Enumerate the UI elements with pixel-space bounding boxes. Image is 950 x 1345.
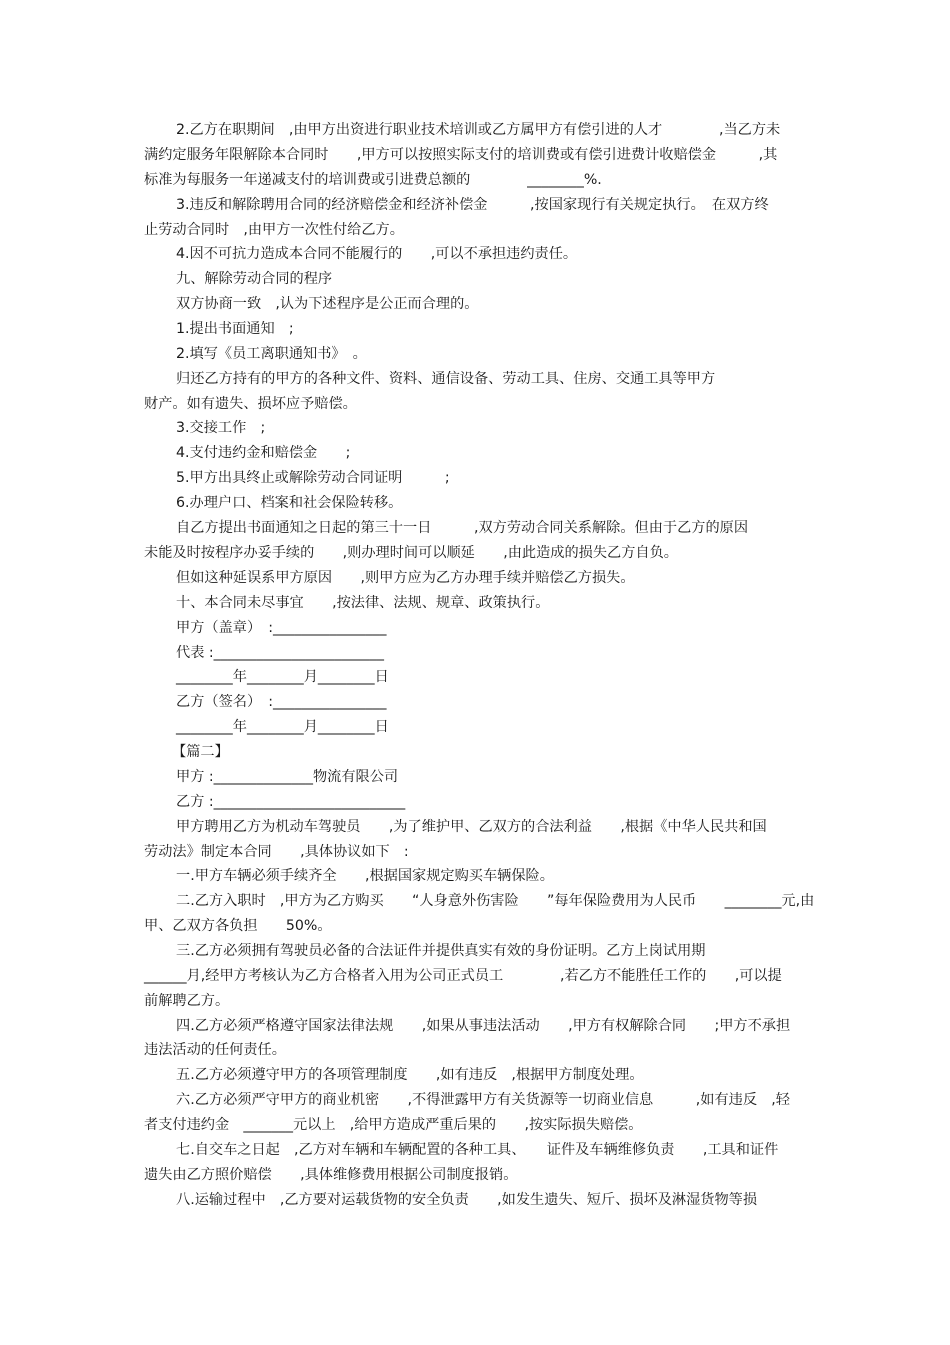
signature-line: 代表 :________________________ bbox=[176, 645, 384, 661]
text-line: 双方协商一致 ,认为下述程序是公正而合理的。 bbox=[176, 296, 479, 312]
text-line: 七.自交车之日起 ,乙方对车辆和车辆配置的各种工具、 证件及车辆维修负责 ,工具和证件 bbox=[176, 1142, 779, 1158]
text-line: 6.办理户口、档案和社会保险转移。 bbox=[176, 495, 403, 511]
section-heading: 十、本合同未尽事宜 ,按法律、法规、规章、政策执行。 bbox=[176, 595, 550, 611]
text-line: 1.提出书面通知 ; bbox=[176, 321, 294, 337]
text-line: 4.因不可抗力造成本合同不能履行的 ,可以不承担违约责任。 bbox=[176, 246, 578, 262]
text-line: 3.违反和解除聘用合同的经济赔偿金和经济补偿金 ,按国家现行有关规定执行。 在双方终 bbox=[176, 197, 769, 213]
section-heading: 九、解除劳动合同的程序 bbox=[176, 271, 333, 287]
text-line: 4.支付违约金和赔偿金 ; bbox=[176, 445, 351, 461]
text-line: 5.甲方出具终止或解除劳动合同证明 ; bbox=[176, 470, 450, 486]
signature-line: 乙方（签名） :________________ bbox=[176, 694, 387, 710]
date-line: ________年________月________日 bbox=[176, 719, 389, 735]
text-line: ______月,经甲方考核认为乙方合格者入用为公司正式员工 ,若乙方不能胜任工作的 ,可以提 bbox=[144, 968, 782, 984]
text-line: 五.乙方必须遵守甲方的各项管理制度 ,如有违反 ,根据甲方制度处理。 bbox=[176, 1067, 644, 1083]
text-line: 标准为每服务一年递减支付的培训费或引进费总额的 ________%. bbox=[144, 172, 602, 188]
text-line: 三.乙方必须拥有驾驶员必备的合法证件并提供真实有效的身份证明。乙方上岗试用期 bbox=[176, 943, 706, 959]
text-line: 但如这种延误系甲方原因 ,则甲方应为乙方办理手续并赔偿乙方损失。 bbox=[176, 570, 635, 586]
text-line: 二.乙方入职时 ,甲方为乙方购买 “人身意外伤害险 ”每年保险费用为人民币 ________元,由 bbox=[176, 893, 815, 909]
text-line: 财产。如有遗失、损坏应予赔偿。 bbox=[144, 396, 357, 412]
text-line: 3.交接工作 ; bbox=[176, 420, 266, 436]
text-line: 遗失由乙方照价赔偿 ,具体维修费用根据公司制度报销。 bbox=[144, 1167, 518, 1183]
text-line: 2.乙方在职期间 ,由甲方出资进行职业技术培训或乙方属甲方有偿引进的人才 ,当乙方未 bbox=[176, 122, 781, 138]
text-line: 劳动法》制定本合同 ,具体协议如下 : bbox=[144, 844, 409, 860]
text-line: 者支付违约金 _______元以上 ,给甲方造成严重后果的 ,按实际损失赔偿。 bbox=[144, 1117, 643, 1133]
text-line: 未能及时按程序办妥手续的 ,则办理时间可以顺延 ,由此造成的损失乙方自负。 bbox=[144, 545, 678, 561]
text-line: 一.甲方车辆必须手续齐全 ,根据国家规定购买车辆保险。 bbox=[176, 868, 554, 884]
text-line: 六.乙方必须严守甲方的商业机密 ,不得泄露甲方有关货源等一切商业信息 ,如有违反 ,轻 bbox=[176, 1092, 790, 1108]
signature-line: 甲方（盖章） :________________ bbox=[176, 620, 387, 636]
party-line: 甲方 :______________物流有限公司 bbox=[176, 769, 399, 785]
text-line: 甲方聘用乙方为机动车驾驶员 ,为了维护甲、乙双方的合法利益 ,根据《中华人民共和国 bbox=[176, 819, 767, 835]
date-line: ________年________月________日 bbox=[176, 669, 389, 685]
part-heading: 【篇二】 bbox=[172, 744, 229, 760]
text-line: 八.运输过程中 ,乙方要对运载货物的安全负责 ,如发生遗失、短斤、损坏及淋湿货物等损 bbox=[176, 1192, 758, 1208]
text-line: 自乙方提出书面通知之日起的第三十一日 ,双方劳动合同关系解除。但由于乙方的原因 bbox=[176, 520, 749, 536]
text-line: 止劳动合同时 ,由甲方一次性付给乙方。 bbox=[144, 222, 404, 238]
text-line: 归还乙方持有的甲方的各种文件、资料、通信设备、劳动工具、住房、交通工具等甲方 bbox=[176, 371, 716, 387]
text-line: 甲、乙双方各负担 50%。 bbox=[144, 918, 332, 934]
text-line: 前解聘乙方。 bbox=[144, 993, 230, 1009]
text-line: 满约定服务年限解除本合同时 ,甲方可以按照实际支付的培训费或有偿引进费计收赔偿金 ,其 bbox=[144, 147, 778, 163]
text-line: 2.填写《员工离职通知书》 。 bbox=[176, 346, 367, 362]
text-line: 四.乙方必须严格遵守国家法律法规 ,如果从事违法活动 ,甲方有权解除合同 ;甲方不承担 bbox=[176, 1018, 791, 1034]
party-line: 乙方 :___________________________ bbox=[176, 794, 406, 810]
text-line: 违法活动的任何责任。 bbox=[144, 1042, 286, 1058]
